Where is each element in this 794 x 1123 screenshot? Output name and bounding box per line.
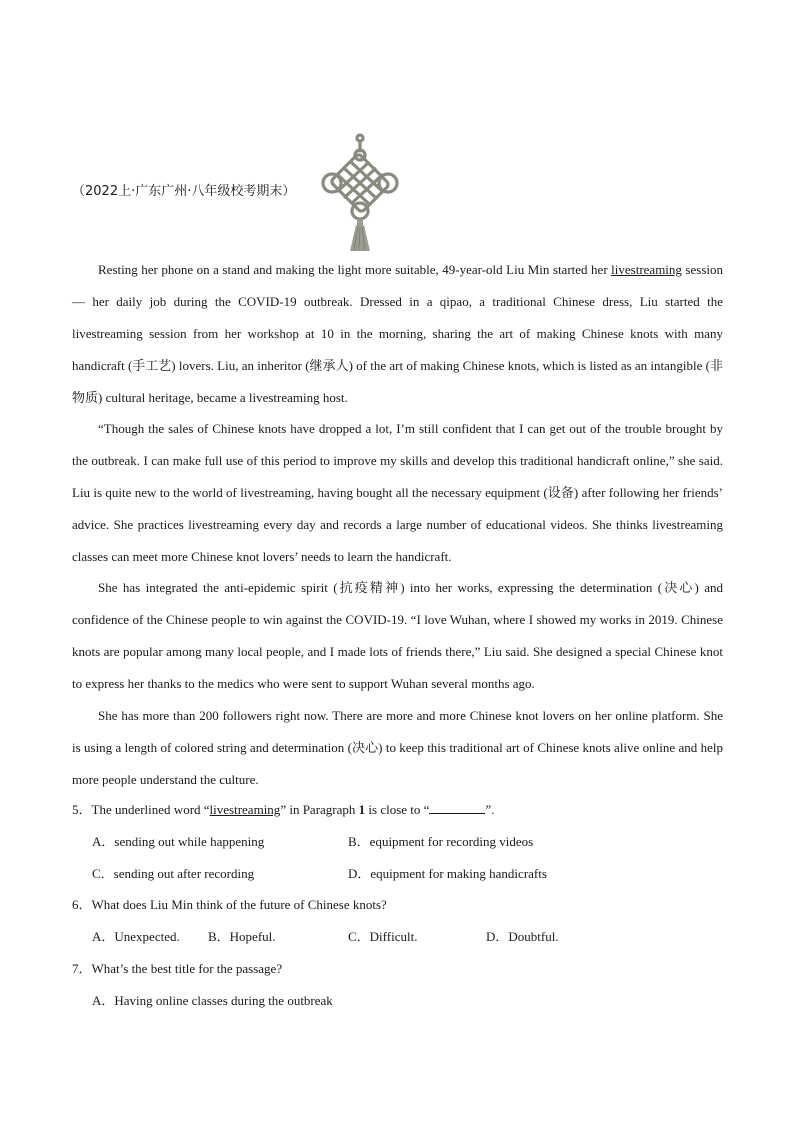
paragraph-1-rest: session — her daily job during the COVID-19 outbreak. Dressed in a qipao, a traditional Chinese dress, Liu started the livestreaming session from her workshop at 10 in the morning, sharing the art of making Chinese knots with many handicraft (手工艺) lovers. Liu, an inheritor (继承人) of the art of making Chinese knots, which is listed as an intangible (非物质) cultural heritage, became a livestreaming host. — [72, 262, 723, 405]
chinese-knot-icon — [312, 133, 408, 253]
paragraph-1-start: Resting her phone on a stand and making the light more suitable, 49-year-old Liu Min started her — [98, 262, 612, 277]
source-label: （2022上·广东广州·八年级校考期末） — [72, 184, 296, 199]
paragraph-3 — [72, 572, 723, 700]
q5-option-a: A．sending out while happening — [92, 834, 265, 849]
q5-option-c: C．sending out after recording — [92, 866, 255, 881]
answer-blank — [429, 801, 485, 814]
q7-option-a: A．Having online classes during the outbreak — [92, 993, 333, 1008]
paragraph-4-text: She has more than 200 followers right now. There are more and more Chinese knot lovers on her online platform. She is using a length of colored string and determination (决心) to keep this traditional art of Chinese knots alive online and help more people understand the culture. — [72, 708, 723, 787]
question-5: 5．The underlined word “livestreaming” in Paragraph 1 is close to “ ”. — [72, 802, 495, 817]
underlined-word: livestreaming — [611, 262, 682, 277]
question-7: 7．What’s the best title for the passage? — [72, 961, 283, 976]
paragraph-4 — [72, 700, 723, 796]
q6-option-d: D．Doubtful. — [486, 929, 559, 944]
q5-option-b: B．equipment for recording videos — [348, 834, 534, 849]
q6-option-a: A．Unexpected. — [92, 929, 180, 944]
paragraph-2 — [72, 413, 723, 573]
paragraph-2-text: “Though the sales of Chinese knots have dropped a lot, I’m still confident that I can get out of the trouble brought by the outbreak. I can make full use of this period to improve my skills and develop this traditional handicraft online,” she said. Liu is quite new to the world of livestreaming, having bought all the necessary equipment (设备) after following her friends’ advice. She practices livestreaming every day and records a large number of educational videos. She thinks livestreaming classes can meet more Chinese knot lovers’ needs to learn the handicraft. — [72, 421, 723, 564]
q6-option-b: B．Hopeful. — [208, 929, 276, 944]
q6-option-c: C．Difficult. — [348, 929, 418, 944]
paragraph-1 — [72, 254, 723, 414]
paragraph-3-text: She has integrated the anti-epidemic spirit (抗疫精神) into her works, expressing the determination (决心) and confidence of the Chinese people to win against the COVID-19. “I love Wuhan, where I showed my works in 2019. Chinese knots are popular among many local people, and I made lots of friends there,” Liu said. She designed a special Chinese knot to express her thanks to the medics who were sent to support Wuhan several months ago. — [72, 580, 723, 691]
q5-underlined-word: livestreaming — [209, 802, 281, 817]
q5-option-d: D．equipment for making handicrafts — [348, 866, 547, 881]
question-6: 6．What does Liu Min think of the future of Chinese knots? — [72, 897, 387, 912]
